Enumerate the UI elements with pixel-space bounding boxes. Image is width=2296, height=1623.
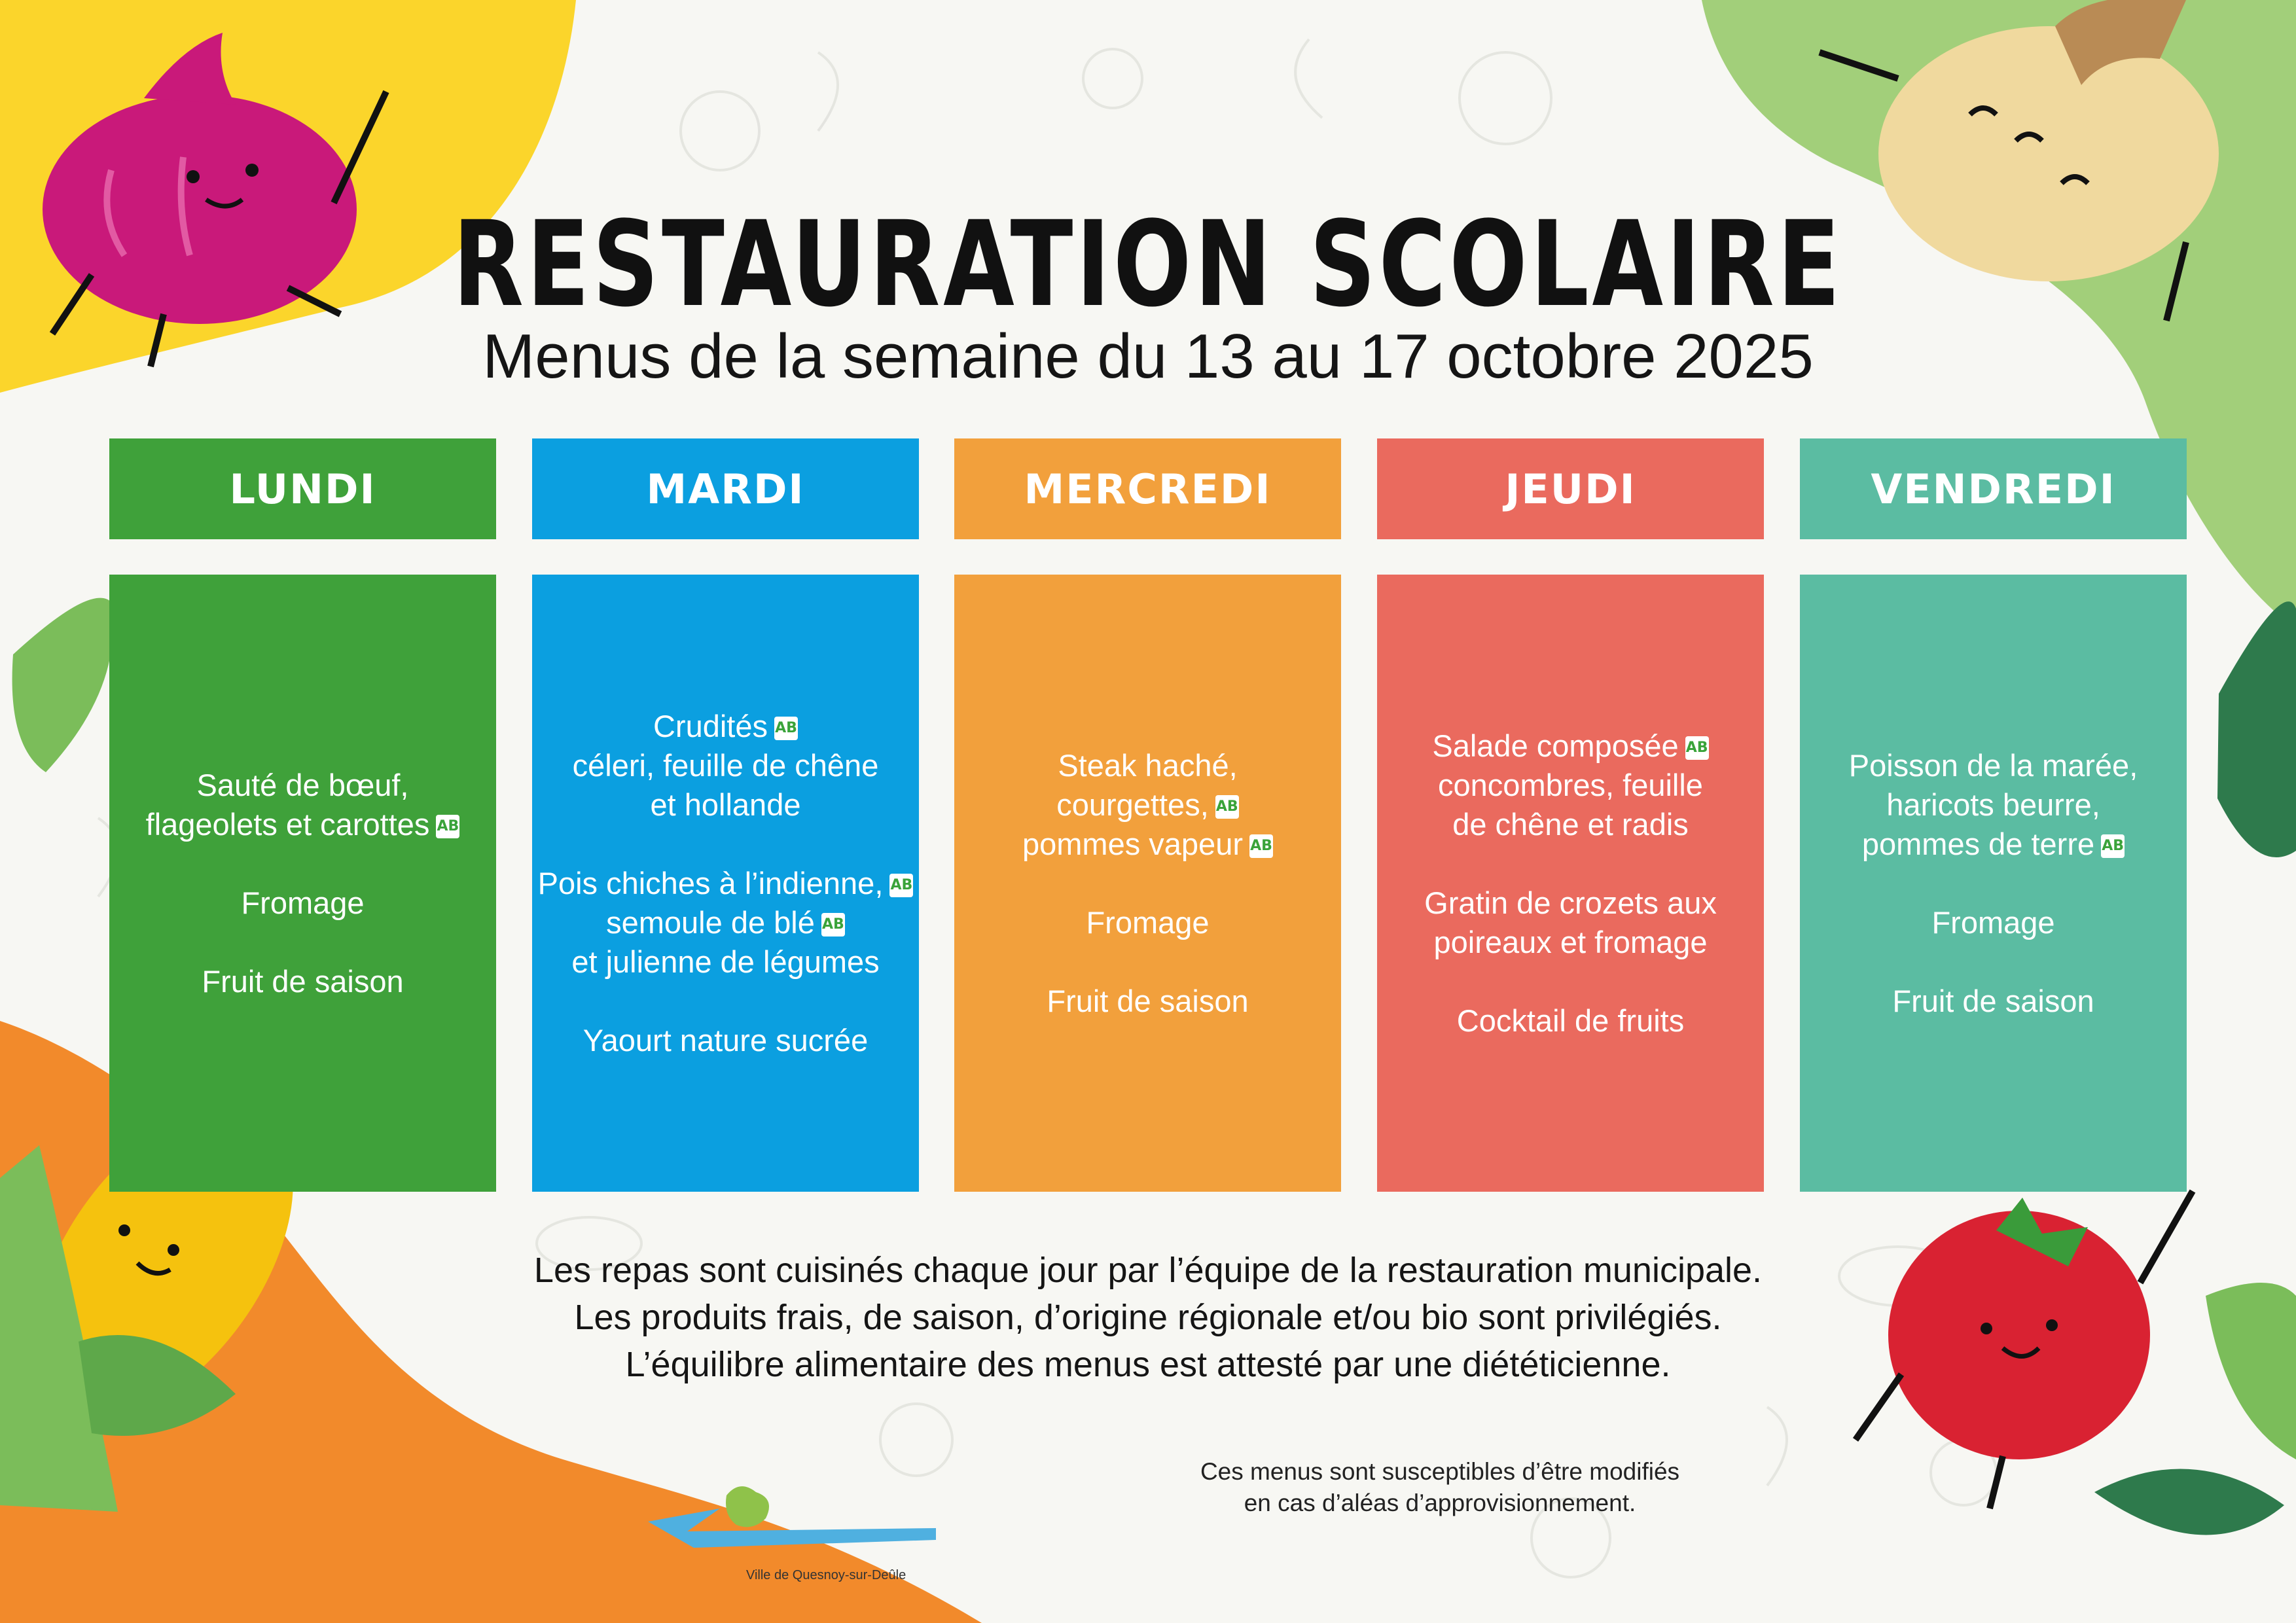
- disclaimer-line: en cas d’aléas d’approvisionnement.: [1244, 1489, 1636, 1516]
- page-subtitle: Menus de la semaine du 13 au 17 octobre 2025: [482, 321, 1814, 391]
- dish: [1047, 982, 1248, 1021]
- dish-line: [202, 962, 403, 1001]
- dish-text: Cocktail de fruits: [1456, 1003, 1685, 1038]
- dish: [1432, 726, 1708, 844]
- dish-text: pommes vapeur: [1022, 826, 1243, 861]
- dish-line: [146, 805, 460, 844]
- day-menu: [532, 575, 919, 1192]
- city-logo: [648, 1482, 936, 1554]
- dish-line: [573, 785, 879, 825]
- dish-line: [1892, 982, 2094, 1021]
- dish-line: [573, 746, 879, 785]
- dish: [1424, 883, 1717, 962]
- dish-line: [583, 1021, 868, 1060]
- dish-text: pommes de terre: [1861, 826, 2095, 861]
- disclaimer-line: Ces menus sont susceptibles d’être modifiés: [1200, 1458, 1680, 1485]
- organic-label-icon: AB: [774, 717, 798, 740]
- dish-text: Gratin de crozets aux: [1424, 885, 1717, 920]
- organic-label-icon: AB: [821, 913, 845, 936]
- city-logo-text: Ville de Quesnoy-sur-Deûle: [746, 1568, 906, 1582]
- dish-text: de chêne et radis: [1452, 806, 1689, 842]
- dish-text: haricots beurre,: [1886, 787, 2100, 822]
- dish-text: Fromage: [1086, 904, 1210, 940]
- dish-line: [1849, 785, 2138, 825]
- dish-text: Sauté de bœuf,: [196, 767, 409, 802]
- dish-line: [1432, 726, 1708, 766]
- dish-text: concombres, feuille: [1438, 767, 1703, 802]
- dish: [1892, 982, 2094, 1021]
- dish-text: Fruit de saison: [1892, 983, 2094, 1018]
- dish-text: Salade composée: [1432, 728, 1679, 763]
- organic-label-icon: AB: [1249, 834, 1273, 858]
- dish-text: Yaourt nature sucrée: [583, 1022, 869, 1058]
- dish: [1022, 746, 1273, 864]
- dish: [538, 864, 914, 982]
- dish-line: [1457, 1001, 1684, 1041]
- dish-line: [1047, 982, 1248, 1021]
- dish-line: [1022, 746, 1273, 785]
- dish-line: [1022, 825, 1273, 864]
- dish: [1086, 903, 1209, 942]
- dish: [583, 1021, 868, 1060]
- day-header: JEUDI: [1377, 438, 1764, 539]
- day-header: MERCREDI: [954, 438, 1341, 539]
- dish-text: Fromage: [1931, 904, 2055, 940]
- dish-text: céleri, feuille de chêne: [572, 747, 879, 783]
- dish-text: semoule de blé: [606, 904, 815, 940]
- organic-label-icon: AB: [1215, 795, 1239, 819]
- dish: [1931, 903, 2054, 942]
- dish-text: Crudités: [653, 708, 768, 743]
- day-menu: [954, 575, 1341, 1192]
- dish-text: courgettes,: [1056, 787, 1209, 822]
- dish-line: [1424, 923, 1717, 962]
- dish-line: [1931, 903, 2054, 942]
- dish: [202, 962, 403, 1001]
- dish: [1849, 746, 2138, 864]
- day-header: MARDI: [532, 438, 919, 539]
- dish-text: flageolets et carottes: [145, 806, 430, 842]
- organic-label-icon: AB: [436, 815, 459, 838]
- info-notes: [0, 1247, 2296, 1388]
- info-note: Les produits frais, de saison, d’origine régionale et/ou bio sont privilégiés.: [574, 1298, 1722, 1337]
- dish: [146, 766, 460, 844]
- dish-line: [1432, 766, 1708, 805]
- dish-line: [1424, 883, 1717, 923]
- dish-line: [538, 864, 914, 903]
- info-note: L’équilibre alimentaire des menus est attesté par une diététicienne.: [625, 1345, 1671, 1384]
- dish-line: [1432, 805, 1708, 844]
- day-menu: [1377, 575, 1764, 1192]
- dish-text: Fromage: [241, 885, 365, 920]
- dish-text: et julienne de légumes: [571, 944, 880, 979]
- dish-line: [538, 942, 914, 982]
- dish-line: [1022, 785, 1273, 825]
- day-menu: [109, 575, 496, 1192]
- organic-label-icon: AB: [889, 874, 913, 897]
- dish-line: [241, 883, 364, 923]
- organic-label-icon: AB: [1685, 736, 1709, 760]
- dish-text: Steak haché,: [1058, 747, 1238, 783]
- dish-line: [1849, 825, 2138, 864]
- day-menu: [1800, 575, 2187, 1192]
- dish: [241, 883, 364, 923]
- dish-text: Fruit de saison: [202, 963, 404, 999]
- disclaimer: [1113, 1456, 1767, 1519]
- day-header: LUNDI: [109, 438, 496, 539]
- dish-text: Pois chiches à l’indienne,: [537, 865, 884, 901]
- dish-text: Fruit de saison: [1047, 983, 1249, 1018]
- dish-text: et hollande: [650, 787, 801, 822]
- dish-line: [1849, 746, 2138, 785]
- dish-line: [1086, 903, 1209, 942]
- organic-label-icon: AB: [2101, 834, 2125, 858]
- dish-line: [538, 903, 914, 942]
- page-title: RESTAURATION SCOLAIRE: [452, 196, 1844, 333]
- dish-text: poireaux et fromage: [1433, 924, 1708, 959]
- day-header: VENDREDI: [1800, 438, 2187, 539]
- info-note: Les repas sont cuisinés chaque jour par l’équipe de la restauration municipale.: [533, 1251, 1763, 1290]
- dish-line: [146, 766, 460, 805]
- dish-text: Poisson de la marée,: [1848, 747, 2138, 783]
- dish-line: [573, 707, 879, 746]
- dish: [573, 707, 879, 825]
- dish: [1457, 1001, 1684, 1041]
